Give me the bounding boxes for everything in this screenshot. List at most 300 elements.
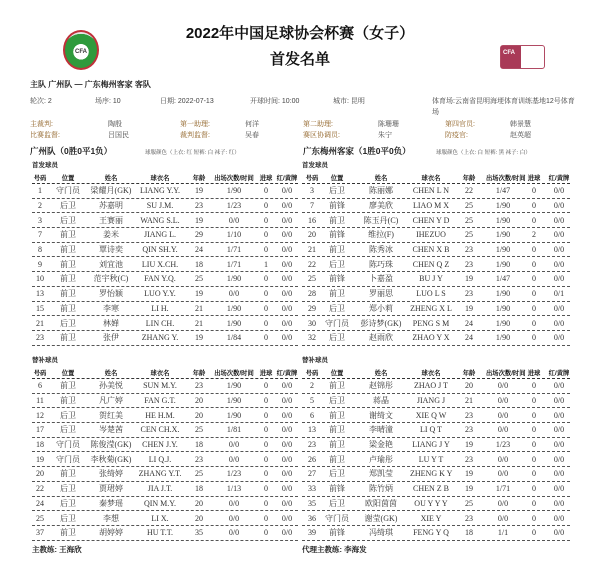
player-row — [32, 482, 298, 497]
column-header-number: 号码 — [33, 370, 47, 377]
player-cards: 0/0 — [281, 454, 293, 464]
player-name: 梁金艳 — [369, 440, 393, 450]
player-name: 胡婷婷 — [99, 528, 123, 538]
info-label: 轮次: — [30, 98, 46, 105]
player-row — [302, 482, 570, 497]
player-appearances: 1/90 — [226, 318, 242, 328]
player-cards: 0/0 — [281, 215, 293, 225]
player-cards: 0/0 — [281, 425, 293, 435]
official-label: 第二助理: — [303, 121, 333, 128]
player-cards: 0/0 — [553, 513, 565, 523]
player-number: 6 — [38, 381, 42, 391]
player-goals: 0 — [264, 318, 268, 328]
player-shirt-name: ZHENG K Y — [410, 469, 453, 479]
player-appearances: 0/0 — [497, 469, 509, 479]
player-goals: 0 — [532, 245, 536, 255]
player-appearances: 1/90 — [495, 230, 511, 240]
player-shirt-name: CEN CH.X. — [140, 425, 180, 435]
player-row — [32, 184, 298, 199]
player-goals: 0 — [264, 215, 268, 225]
player-age: 24 — [465, 318, 473, 328]
away-kit-colors: 球服颜色（上衣: 白 短裤: 黑 袜子: 白） — [436, 150, 531, 156]
player-shirt-name: SU J.M. — [146, 201, 174, 211]
info-item — [160, 96, 214, 106]
player-cards: 0/0 — [281, 303, 293, 313]
player-number: 25 — [36, 513, 44, 523]
player-shirt-name: OU Y Y Y — [414, 498, 448, 508]
player-shirt-name: ZHAO J T — [413, 381, 449, 391]
player-number: 7 — [38, 230, 42, 240]
player-position: 前卫 — [329, 381, 345, 391]
player-shirt-name: ZHENG X L — [410, 303, 452, 313]
player-number: 33 — [308, 484, 316, 494]
player-shirt-name: LI Q.J. — [148, 454, 172, 464]
player-number: 39 — [308, 528, 316, 538]
player-number: 16 — [308, 215, 316, 225]
player-number: 37 — [36, 528, 44, 538]
info-label: 日期: — [160, 98, 176, 105]
player-row — [302, 243, 570, 258]
home-starters-table — [32, 172, 298, 346]
player-position: 后卫 — [329, 259, 345, 269]
player-number: 2 — [38, 201, 42, 211]
player-number: 10 — [36, 274, 44, 284]
player-age: 21 — [195, 303, 203, 313]
player-goals: 0 — [532, 469, 536, 479]
home-team-name: 广州队（0胜0平1负） — [30, 146, 113, 156]
official-name: 陶殷 — [108, 121, 122, 128]
column-header-name: 姓名 — [104, 175, 118, 182]
player-number: 1 — [38, 186, 42, 196]
player-number: 3 — [310, 186, 314, 196]
player-cards: 0/0 — [281, 469, 293, 479]
column-header-name: 姓名 — [374, 175, 388, 182]
player-goals: 0 — [264, 201, 268, 211]
table-header — [302, 367, 570, 379]
player-appearances: 1/13 — [226, 484, 242, 494]
player-goals: 0 — [264, 274, 268, 284]
column-header-appearances: 出场次数/时间 — [214, 175, 254, 182]
player-number: 18 — [36, 440, 44, 450]
player-name: 李秋菊(GK) — [90, 454, 132, 464]
player-age: 24 — [195, 245, 203, 255]
player-number: 32 — [308, 333, 316, 343]
away-subs-table — [302, 367, 570, 541]
player-name: 谢莹(GK) — [364, 513, 398, 523]
player-age: 20 — [465, 381, 473, 391]
player-position: 前锋 — [329, 274, 345, 284]
player-shirt-name: CHEN Z B — [413, 484, 449, 494]
official-label: 裁判监督: — [180, 132, 210, 139]
player-cards: 0/0 — [281, 230, 293, 240]
player-name: 郑凯莹 — [369, 469, 393, 479]
player-cards: 0/0 — [281, 498, 293, 508]
player-name: 维拉(F) — [368, 230, 394, 240]
player-position: 守门员 — [56, 440, 80, 450]
player-name: 姜米 — [103, 230, 119, 240]
player-goals: 0 — [264, 469, 268, 479]
player-number: 6 — [310, 410, 314, 420]
player-goals: 1 — [264, 259, 268, 269]
player-cards: 0/0 — [553, 528, 565, 538]
player-row — [32, 467, 298, 482]
player-cards: 0/0 — [553, 498, 565, 508]
player-position: 后卫 — [60, 484, 76, 494]
column-header-goals: 进球 — [259, 175, 273, 182]
player-shirt-name: QIN SH.Y. — [142, 245, 178, 255]
player-appearances: 1/90 — [226, 396, 242, 406]
column-header-cards: 红/黄牌 — [548, 370, 570, 377]
player-cards: 0/0 — [553, 333, 565, 343]
player-age: 18 — [195, 484, 203, 494]
player-cards: 0/0 — [553, 201, 565, 211]
player-position: 前卫 — [329, 245, 345, 255]
player-row — [302, 379, 570, 394]
player-age: 21 — [195, 318, 203, 328]
player-row — [302, 408, 570, 423]
player-name: 张绮婷 — [99, 469, 123, 479]
info-value: 10:00 — [281, 98, 300, 105]
player-cards: 0/0 — [553, 484, 565, 494]
column-header-age: 年龄 — [192, 370, 206, 377]
player-row — [32, 379, 298, 394]
player-position: 前锋 — [329, 528, 345, 538]
info-value: 昆明 — [350, 98, 365, 105]
player-shirt-name: CHEN Q Z — [412, 259, 450, 269]
player-appearances: 0/0 — [497, 381, 509, 391]
player-cards: 0/0 — [281, 484, 293, 494]
player-cards: 0/0 — [281, 274, 293, 284]
cfa-emblem-logo: CFA — [63, 30, 99, 70]
player-number: 22 — [308, 259, 316, 269]
column-header-position: 位置 — [330, 175, 344, 182]
column-header-age: 年龄 — [462, 370, 476, 377]
player-row — [302, 302, 570, 317]
info-item — [250, 96, 299, 106]
player-appearances: 0/0 — [228, 454, 240, 464]
player-number: 28 — [308, 289, 316, 299]
player-name: 林婵 — [103, 318, 119, 328]
player-name: 蒋晶 — [373, 396, 389, 406]
player-name: 陈秀冰 — [369, 245, 393, 255]
player-appearances: 1/90 — [495, 201, 511, 211]
player-cards: 0/0 — [553, 425, 565, 435]
player-age: 23 — [465, 245, 473, 255]
player-row — [32, 526, 298, 541]
player-number: 23 — [36, 333, 44, 343]
player-goals: 0 — [532, 259, 536, 269]
column-header-age: 年龄 — [192, 175, 206, 182]
table-header — [32, 172, 298, 184]
column-header-number: 号码 — [305, 175, 319, 182]
player-position: 后卫 — [329, 396, 345, 406]
player-age: 23 — [465, 513, 473, 523]
official-label: 比赛监督: — [30, 132, 60, 139]
player-name: 孙美悦 — [99, 381, 123, 391]
page-title: 2022年中国足球协会杯赛（女子） — [185, 25, 415, 42]
player-cards: 0/0 — [553, 318, 565, 328]
player-shirt-name: XIE Y — [420, 513, 442, 523]
player-shirt-name: HU T.T. — [147, 528, 173, 538]
player-row — [302, 438, 570, 453]
player-name: 卢瑜彤 — [369, 454, 393, 464]
player-name: 刘宜池 — [99, 259, 123, 269]
player-age: 25 — [195, 274, 203, 284]
player-name: 郑小莉 — [369, 303, 393, 313]
cfa-badge-logo: CFA — [500, 45, 545, 69]
player-position: 后卫 — [329, 469, 345, 479]
away-starters-label: 首发球员 — [302, 162, 328, 169]
player-appearances: 1/90 — [495, 303, 511, 313]
player-row — [32, 408, 298, 423]
column-header-appearances: 出场次数/时间 — [486, 370, 526, 377]
player-number: 5 — [310, 396, 314, 406]
player-age: 35 — [195, 528, 203, 538]
player-shirt-name: SUN M.Y. — [143, 381, 177, 391]
player-age: 19 — [465, 274, 473, 284]
player-age: 19 — [195, 289, 203, 299]
player-cards: 0/0 — [553, 454, 565, 464]
player-position: 前卫 — [60, 396, 76, 406]
player-appearances: 0/0 — [497, 454, 509, 464]
official-label: 主裁判: — [30, 121, 53, 128]
player-goals: 0 — [264, 245, 268, 255]
player-shirt-name: HE H.M. — [145, 410, 175, 420]
column-header-shirt-name: 球衣名 — [150, 175, 170, 182]
home-subs-table — [32, 367, 298, 541]
table-header — [32, 367, 298, 379]
player-shirt-name: CHEN Y D — [412, 215, 450, 225]
player-shirt-name: JIA J.T. — [147, 484, 173, 494]
player-number: 17 — [36, 425, 44, 435]
player-age: 23 — [195, 381, 203, 391]
player-appearances: 0/0 — [497, 498, 509, 508]
player-number: 21 — [36, 318, 44, 328]
player-name: 梁耀月(GK) — [90, 186, 132, 196]
player-age: 19 — [465, 484, 473, 494]
player-goals: 0 — [264, 410, 268, 420]
player-goals: 0 — [264, 484, 268, 494]
player-position: 前卫 — [329, 410, 345, 420]
player-name: 贾珺婷 — [99, 484, 123, 494]
player-shirt-name: FAN G.T. — [144, 396, 176, 406]
player-row — [32, 272, 298, 287]
info-label: 城市: — [333, 98, 349, 105]
player-row — [302, 526, 570, 541]
player-goals: 0 — [532, 425, 536, 435]
player-row — [302, 394, 570, 409]
player-row — [32, 331, 298, 346]
player-appearances: 1/71 — [495, 484, 511, 494]
column-header-appearances: 出场次数/时间 — [214, 370, 254, 377]
player-position: 后卫 — [329, 186, 345, 196]
player-goals: 0 — [532, 201, 536, 211]
home-starters-label: 首发球员 — [32, 162, 58, 169]
player-appearances: 1/90 — [495, 289, 511, 299]
player-row — [302, 199, 570, 214]
column-header-goals: 进球 — [259, 370, 273, 377]
player-cards: 0/0 — [281, 259, 293, 269]
player-goals: 0 — [264, 289, 268, 299]
player-age: 23 — [195, 201, 203, 211]
column-header-number: 号码 — [33, 175, 47, 182]
official-name: 韩景慧 — [510, 121, 531, 128]
player-row — [32, 213, 298, 228]
player-row — [302, 287, 570, 302]
player-shirt-name: CHEN X B — [412, 245, 450, 255]
player-position: 前卫 — [329, 425, 345, 435]
player-name: 李晴潼 — [369, 425, 393, 435]
player-appearances: 1/90 — [226, 274, 242, 284]
player-name: 廖美欣 — [369, 201, 393, 211]
player-goals: 0 — [532, 303, 536, 313]
player-appearances: 1/90 — [226, 186, 242, 196]
player-shirt-name: CHEN L N — [412, 186, 450, 196]
player-appearances: 1/90 — [495, 215, 511, 225]
player-row — [32, 257, 298, 272]
away-team-name: 广东梅州客家（1胜0平0负） — [303, 146, 411, 156]
player-number: 26 — [308, 454, 316, 464]
player-goals: 0 — [532, 333, 536, 343]
player-name: 欧阳茵茵 — [365, 498, 397, 508]
player-shirt-name: BU J Y — [419, 274, 443, 284]
column-header-cards: 红/黄牌 — [276, 175, 298, 182]
player-age: 18 — [465, 528, 473, 538]
player-shirt-name: XIE Q W — [415, 410, 447, 420]
player-position: 前卫 — [60, 333, 76, 343]
player-name: 罗丽思 — [369, 289, 393, 299]
player-cards: 0/0 — [281, 201, 293, 211]
player-row — [302, 467, 570, 482]
official-label: 第一助理: — [180, 121, 210, 128]
player-age: 23 — [465, 425, 473, 435]
player-appearances: 1/90 — [226, 303, 242, 313]
player-goals: 0 — [264, 440, 268, 450]
player-number: 22 — [36, 484, 44, 494]
player-shirt-name: LUO L S — [416, 289, 446, 299]
player-row — [302, 331, 570, 346]
player-number: 9 — [38, 259, 42, 269]
player-number: 13 — [308, 425, 316, 435]
player-row — [32, 228, 298, 243]
player-shirt-name: CHEN J.Y. — [142, 440, 178, 450]
home-subs-label: 替补球员 — [32, 357, 58, 364]
player-position: 前卫 — [329, 215, 345, 225]
player-appearances: 1/23 — [495, 440, 511, 450]
match-teams: 主队 广州队 — 广东梅州客家 客队 — [30, 80, 151, 89]
player-position: 前卫 — [60, 381, 76, 391]
player-appearances: 0/0 — [497, 410, 509, 420]
player-appearances: 1/10 — [226, 230, 242, 240]
player-age: 23 — [195, 454, 203, 464]
player-number: 36 — [308, 513, 316, 523]
player-row — [302, 272, 570, 287]
player-shirt-name: LI Q T — [419, 425, 443, 435]
player-position: 前卫 — [329, 440, 345, 450]
player-shirt-name: QIN M.Y. — [143, 498, 177, 508]
player-age: 20 — [195, 396, 203, 406]
player-goals: 0 — [532, 454, 536, 464]
player-name: 彭诗梦(GK) — [360, 318, 402, 328]
player-shirt-name: PENG S M — [412, 318, 450, 328]
player-goals: 0 — [532, 318, 536, 328]
player-age: 22 — [465, 186, 473, 196]
player-cards: 0/0 — [281, 440, 293, 450]
player-appearances: 1/84 — [226, 333, 242, 343]
player-age: 20 — [195, 498, 203, 508]
player-age: 25 — [195, 469, 203, 479]
player-cards: 0/0 — [553, 259, 565, 269]
player-appearances: 0/0 — [228, 513, 240, 523]
info-item — [333, 96, 365, 106]
player-position: 后卫 — [60, 201, 76, 211]
info-label: 开球时间: — [250, 98, 280, 105]
player-age: 23 — [465, 259, 473, 269]
player-position: 后卫 — [60, 318, 76, 328]
player-number: 13 — [36, 289, 44, 299]
player-age: 24 — [465, 333, 473, 343]
info-label: 场序: — [95, 98, 111, 105]
player-row — [32, 497, 298, 512]
player-number: 12 — [36, 410, 44, 420]
info-value: 10 — [112, 98, 121, 105]
player-row — [32, 287, 298, 302]
player-goals: 0 — [264, 333, 268, 343]
player-appearances: 1/90 — [226, 381, 242, 391]
player-row — [302, 497, 570, 512]
player-shirt-name: LIAO M X — [413, 201, 449, 211]
player-row — [32, 243, 298, 258]
player-number: 30 — [308, 318, 316, 328]
player-shirt-name: ZHANG Y.T. — [138, 469, 182, 479]
info-label: 体育场: — [432, 98, 455, 105]
player-position: 后卫 — [60, 215, 76, 225]
player-cards: 0/0 — [281, 381, 293, 391]
player-number: 25 — [308, 274, 316, 284]
column-header-appearances: 出场次数/时间 — [486, 175, 526, 182]
page-subtitle: 首发名单 — [269, 51, 330, 68]
player-appearances: 1/90 — [226, 410, 242, 420]
column-header-cards: 红/黄牌 — [276, 370, 298, 377]
player-goals: 0 — [532, 440, 536, 450]
column-header-goals: 进球 — [527, 370, 541, 377]
column-header-shirt-name: 球衣名 — [421, 370, 441, 377]
info-item — [95, 96, 121, 106]
away-subs-label: 替补球员 — [302, 357, 328, 364]
player-shirt-name: WANG S.L. — [140, 215, 180, 225]
column-header-position: 位置 — [61, 175, 75, 182]
player-number: 20 — [308, 230, 316, 240]
player-appearances: 1/47 — [495, 274, 511, 284]
player-number: 8 — [38, 245, 42, 255]
official-label: 防疫官: — [445, 132, 468, 139]
info-item — [30, 96, 52, 106]
info-value: 云南省昆明海埂体育训练基地12号体育场 — [432, 98, 575, 116]
player-name: 张伊 — [103, 333, 119, 343]
official-name: 何洋 — [245, 121, 259, 128]
player-number: 3 — [38, 215, 42, 225]
player-name: 李寒 — [103, 303, 119, 313]
player-position: 守门员 — [325, 513, 349, 523]
player-name: 谢绮文 — [369, 410, 393, 420]
player-row — [302, 452, 570, 467]
column-header-goals: 进球 — [527, 175, 541, 182]
player-name: 王赛丽 — [99, 215, 123, 225]
player-row — [32, 438, 298, 453]
info-value: 2 — [47, 98, 52, 105]
player-goals: 0 — [532, 484, 536, 494]
player-number: 24 — [36, 498, 44, 508]
